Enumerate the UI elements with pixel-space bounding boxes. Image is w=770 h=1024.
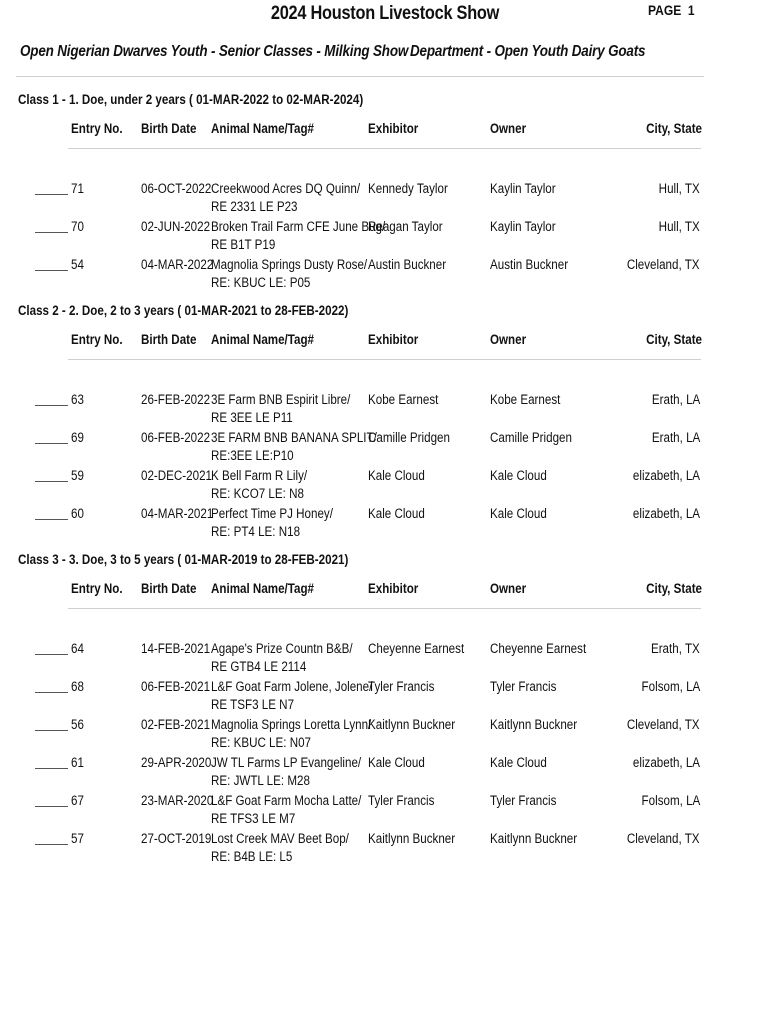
col-header-animal-name: Animal Name/Tag# — [211, 121, 315, 136]
animal-tag: RE: KBUC LE: N07 — [211, 735, 312, 750]
animal-name-tag — [211, 716, 371, 752]
animal-name: Perfect Time PJ Honey/ — [211, 506, 333, 521]
col-header-birth-date: Birth Date — [141, 581, 197, 596]
column-header-divider — [68, 608, 701, 609]
col-header-entry-no: Entry No. — [71, 581, 123, 596]
animal-name-tag — [211, 218, 385, 254]
birth-date: 04-MAR-2022 — [141, 257, 214, 272]
placing-blank-line — [35, 194, 68, 195]
col-header-city-state: City, State — [646, 581, 702, 596]
entry-row — [0, 429, 770, 467]
page-number: PAGE 1 — [648, 2, 695, 18]
animal-tag: RE: B4B LE: L5 — [211, 849, 293, 864]
col-header-exhibitor: Exhibitor — [368, 581, 419, 596]
animal-tag: RE: JWTL LE: M28 — [211, 773, 310, 788]
exhibitor-name: Kobe Earnest — [368, 392, 439, 407]
entry-number: 63 — [71, 392, 84, 407]
city-state: Hull, TX — [658, 219, 700, 234]
entry-number: 69 — [71, 430, 84, 445]
animal-tag: RE TFS3 LE M7 — [211, 811, 296, 826]
col-header-city-state: City, State — [646, 332, 702, 347]
animal-tag: RE TSF3 LE N7 — [211, 697, 295, 712]
entry-number: 57 — [71, 831, 84, 846]
city-state: Cleveland, TX — [627, 831, 700, 846]
animal-tag: RE 2331 LE P23 — [211, 199, 298, 214]
owner-name: Cheyenne Earnest — [490, 641, 587, 656]
entry-number: 70 — [71, 219, 84, 234]
exhibitor-name: Kale Cloud — [368, 468, 425, 483]
col-header-entry-no: Entry No. — [71, 332, 123, 347]
show-title: 2024 Houston Livestock Show — [270, 3, 500, 24]
class-title: Class 2 - 2. Doe, 2 to 3 years ( 01-MAR-2021 to 28-FEB-2022) — [18, 303, 349, 318]
entry-number: 54 — [71, 257, 84, 272]
col-header-owner: Owner — [490, 332, 527, 347]
animal-name: Lost Creek MAV Beet Bop/ — [211, 831, 349, 846]
entry-row — [0, 830, 770, 868]
animal-tag: RE: PT4 LE: N18 — [211, 524, 301, 539]
animal-name: L&F Goat Farm Jolene, Jolene/ — [211, 679, 373, 694]
animal-name: Magnolia Springs Loretta Lynn/ — [211, 717, 372, 732]
placing-blank-line — [35, 270, 68, 271]
city-state: Erath, LA — [651, 392, 700, 407]
entry-number: 71 — [71, 181, 84, 196]
entry-row — [0, 391, 770, 429]
animal-name-tag — [211, 830, 349, 866]
animal-tag: RE:3EE LE:P10 — [211, 448, 294, 463]
col-header-exhibitor: Exhibitor — [368, 121, 419, 136]
owner-name: Camille Pridgen — [490, 430, 572, 445]
column-header-divider — [68, 359, 701, 360]
owner-name: Kale Cloud — [490, 468, 547, 483]
placing-blank-line — [35, 844, 68, 845]
city-state: elizabeth, LA — [632, 468, 700, 483]
placing-blank-line — [35, 443, 68, 444]
animal-name: K Bell Farm R Lily/ — [211, 468, 308, 483]
city-state: elizabeth, LA — [632, 755, 700, 770]
entry-number: 60 — [71, 506, 84, 521]
animal-name: Broken Trail Farm CFE June Bug/ — [211, 219, 386, 234]
owner-name: Kobe Earnest — [490, 392, 561, 407]
birth-date: 04-MAR-2021 — [141, 506, 214, 521]
birth-date: 27-OCT-2019 — [141, 831, 212, 846]
animal-name: 3E Farm BNB Espirit Libre/ — [211, 392, 351, 407]
show-subtitle: Open Nigerian Dwarves Youth - Senior Classes - Milking Show — [20, 43, 409, 60]
owner-name: Kale Cloud — [490, 506, 547, 521]
animal-name: L&F Goat Farm Mocha Latte/ — [211, 793, 362, 808]
exhibitor-name: Kaitlynn Buckner — [368, 831, 456, 846]
exhibitor-name: Kaitlynn Buckner — [368, 717, 456, 732]
department-label: Department - Open Youth Dairy Goats — [410, 43, 646, 60]
city-state: Hull, TX — [658, 181, 700, 196]
entry-number: 61 — [71, 755, 84, 770]
placing-blank-line — [35, 519, 68, 520]
owner-name: Austin Buckner — [490, 257, 569, 272]
col-header-city-state: City, State — [646, 121, 702, 136]
placing-blank-line — [35, 768, 68, 769]
animal-name: Agape's Prize Countn B&B/ — [211, 641, 353, 656]
entry-row — [0, 716, 770, 754]
birth-date: 06-OCT-2022 — [141, 181, 212, 196]
owner-name: Tyler Francis — [490, 679, 557, 694]
class-title: Class 1 - 1. Doe, under 2 years ( 01-MAR-2022 to 02-MAR-2024) — [18, 92, 364, 107]
entry-row — [0, 754, 770, 792]
city-state: Folsom, LA — [641, 679, 700, 694]
owner-name: Kaitlynn Buckner — [490, 717, 578, 732]
animal-name: Creekwood Acres DQ Quinn/ — [211, 181, 361, 196]
placing-blank-line — [35, 806, 68, 807]
col-header-birth-date: Birth Date — [141, 332, 197, 347]
exhibitor-name: Reagan Taylor — [368, 219, 443, 234]
owner-name: Kale Cloud — [490, 755, 547, 770]
exhibitor-name: Kennedy Taylor — [368, 181, 448, 196]
entry-row — [0, 467, 770, 505]
exhibitor-name: Cheyenne Earnest — [368, 641, 465, 656]
animal-name: JW TL Farms LP Evangeline/ — [211, 755, 362, 770]
birth-date: 02-JUN-2022 — [141, 219, 211, 234]
exhibitor-name: Tyler Francis — [368, 793, 435, 808]
col-header-owner: Owner — [490, 121, 527, 136]
city-state: Folsom, LA — [641, 793, 700, 808]
animal-name-tag — [211, 792, 361, 828]
placing-blank-line — [35, 405, 68, 406]
entry-number: 59 — [71, 468, 84, 483]
city-state: elizabeth, LA — [632, 506, 700, 521]
animal-name-tag — [211, 678, 372, 714]
class-title: Class 3 - 3. Doe, 3 to 5 years ( 01-MAR-2019 to 28-FEB-2021) — [18, 552, 349, 567]
entry-number: 68 — [71, 679, 84, 694]
animal-tag: RE B1T P19 — [211, 237, 276, 252]
placing-blank-line — [35, 481, 68, 482]
exhibitor-name: Tyler Francis — [368, 679, 435, 694]
col-header-entry-no: Entry No. — [71, 121, 123, 136]
exhibitor-name: Kale Cloud — [368, 755, 425, 770]
placing-blank-line — [35, 232, 68, 233]
birth-date: 26-FEB-2022 — [141, 392, 211, 407]
entry-number: 67 — [71, 793, 84, 808]
birth-date: 06-FEB-2022 — [141, 430, 211, 445]
animal-name: 3E FARM BNB BANANA SPLIT/ — [211, 430, 377, 445]
birth-date: 23-MAR-2020 — [141, 793, 214, 808]
birth-date: 06-FEB-2021 — [141, 679, 211, 694]
animal-name-tag — [211, 256, 367, 292]
entry-row — [0, 256, 770, 294]
owner-name: Tyler Francis — [490, 793, 557, 808]
exhibitor-name: Austin Buckner — [368, 257, 447, 272]
city-state: Erath, TX — [651, 641, 700, 656]
city-state: Cleveland, TX — [627, 717, 700, 732]
animal-name-tag — [211, 180, 360, 216]
col-header-birth-date: Birth Date — [141, 121, 197, 136]
birth-date: 02-DEC-2021 — [141, 468, 212, 483]
col-header-exhibitor: Exhibitor — [368, 332, 419, 347]
header-divider — [16, 76, 704, 77]
entry-row — [0, 505, 770, 543]
animal-tag: RE: KCO7 LE: N8 — [211, 486, 304, 501]
entry-row — [0, 218, 770, 256]
entry-row — [0, 640, 770, 678]
birth-date: 02-FEB-2021 — [141, 717, 211, 732]
animal-name-tag — [211, 754, 361, 790]
animal-name-tag — [211, 391, 350, 427]
owner-name: Kaitlynn Buckner — [490, 831, 578, 846]
column-header-divider — [68, 148, 701, 149]
owner-name: Kaylin Taylor — [490, 181, 556, 196]
entry-number: 64 — [71, 641, 84, 656]
city-state: Cleveland, TX — [627, 257, 700, 272]
placing-blank-line — [35, 654, 68, 655]
animal-tag: RE 3EE LE P11 — [211, 410, 293, 425]
animal-tag: RE GTB4 LE 2114 — [211, 659, 307, 674]
animal-name-tag — [211, 467, 307, 503]
placing-blank-line — [35, 730, 68, 731]
exhibitor-name: Camille Pridgen — [368, 430, 450, 445]
entry-row — [0, 180, 770, 218]
animal-tag: RE: KBUC LE: P05 — [211, 275, 311, 290]
birth-date: 29-APR-2020 — [141, 755, 212, 770]
birth-date: 14-FEB-2021 — [141, 641, 211, 656]
animal-name: Magnolia Springs Dusty Rose/ — [211, 257, 368, 272]
col-header-animal-name: Animal Name/Tag# — [211, 332, 315, 347]
animal-name-tag — [211, 429, 377, 465]
placing-blank-line — [35, 692, 68, 693]
owner-name: Kaylin Taylor — [490, 219, 556, 234]
animal-name-tag — [211, 505, 333, 541]
exhibitor-name: Kale Cloud — [368, 506, 425, 521]
entry-row — [0, 792, 770, 830]
col-header-owner: Owner — [490, 581, 527, 596]
animal-name-tag — [211, 640, 353, 676]
entry-row — [0, 678, 770, 716]
city-state: Erath, LA — [651, 430, 700, 445]
col-header-animal-name: Animal Name/Tag# — [211, 581, 315, 596]
entry-number: 56 — [71, 717, 84, 732]
